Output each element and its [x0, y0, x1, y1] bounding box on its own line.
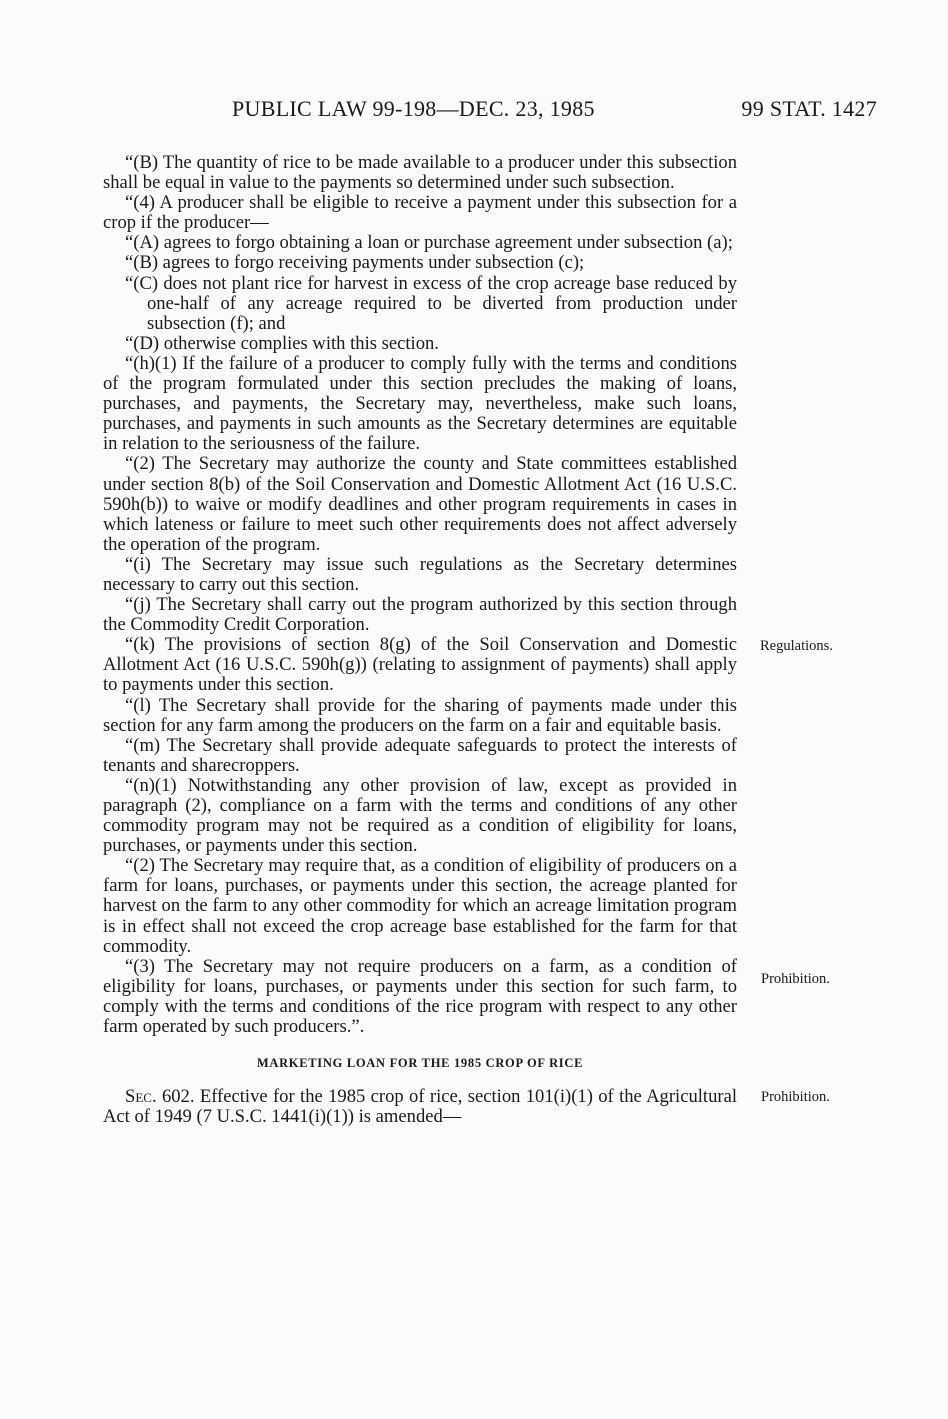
paragraph-h1: “(h)(1) If the failure of a producer to comply fully with the terms and conditions of the program formulated under this section precludes the making of loans, purchases, and payments, the Secretary may, nevertheless, make such loans, purchases, and payments in such amounts as the Secretary determines are equitable in relation to the seriousness of the failure.	[103, 352, 737, 455]
margin-note-prohibition-1: Prohibition.	[761, 971, 830, 987]
paragraph-4b: “(B) agrees to forgo receiving payments under subsection (c);	[125, 252, 585, 274]
paragraph-4d: “(D) otherwise complies with this section.	[125, 332, 439, 354]
paragraph-sec-602	[103, 1087, 737, 1127]
paragraph-n3: “(3) The Secretary may not require producers on a farm, as a condition of eligibility for loans, purchases, or payments under this section for such farm, to comply with the terms and conditions of the rice program with respect to any other farm operated by such producers.”.	[103, 955, 737, 1038]
section-heading: MARKETING LOAN FOR THE 1985 CROP OF RICE	[256, 1056, 584, 1071]
paragraph-i: “(i) The Secretary may issue such regulations as the Secretary determines necessary to carry out this section.	[103, 553, 737, 595]
paragraph-k: “(k) The provisions of section 8(g) of the Soil Conservation and Domestic Allotment Act (16 U.S.C. 590h(g)) (relating to assignment of payments) shall apply to payments under this section.	[103, 634, 737, 696]
margin-note-regulations: Regulations.	[760, 638, 833, 654]
margin-note-prohibition-2: Prohibition.	[761, 1089, 830, 1105]
paragraph-m: “(m) The Secretary shall provide adequate safeguards to protect the interests of tenants and sharecroppers.	[103, 734, 737, 776]
running-header	[232, 96, 877, 126]
paragraph-n1: “(n)(1) Notwithstanding any other provision of law, except as provided in paragraph (2), compliance on a farm with the terms and conditions of any other commodity program may not be required as a condition of eligibility for loans, purchases, or payments under this section.	[103, 774, 737, 857]
paragraph-h2: “(2) The Secretary may authorize the county and State committees established under section 8(b) of the Soil Conservation and Domestic Allotment Act (16 U.S.C. 590h(b)) to waive or modify deadlines and other program requirements in cases in which lateness or failure to meet such other requirements does not affect adversely the operation of the program.	[103, 453, 737, 555]
paragraph-4: “(4) A producer shall be eligible to receive a payment under this subsection for a crop if the producer—	[103, 192, 737, 234]
header-title: PUBLIC LAW 99-198—DEC. 23, 1985	[232, 96, 595, 121]
body-text	[103, 153, 737, 1127]
paragraph-l: “(l) The Secretary shall provide for the sharing of payments made under this section for any farm among the producers on the farm on a fair and equitable basis.	[103, 694, 737, 736]
sec-label: Sec	[125, 1086, 152, 1108]
sec-602-text: . 602. Effective for the 1985 crop of rice, section 101(i)(1) of the Agricultural Act of 1949 (7 U.S.C. 1441(i)(1)) is amended—	[103, 1086, 737, 1128]
paragraph-b: “(B) The quantity of rice to be made available to a producer under this subsection shall be equal in value to the payments so determined under such subsection.	[103, 152, 737, 194]
header-stat-page: 99 STAT. 1427	[741, 96, 877, 121]
paragraph-j: “(j) The Secretary shall carry out the program authorized by this section through the Commodity Credit Corporation.	[103, 594, 737, 636]
paragraph-4c: “(C) does not plant rice for harvest in excess of the crop acreage base reduced by one-half of any acreage required to be diverted from production under subsection (f); and	[125, 272, 737, 334]
paragraph-n2: “(2) The Secretary may require that, as a condition of eligibility of producers on a farm for loans, purchases, or payments under this section, the acreage planted for harvest on the farm to any other commodity for which an acreage limitation program is in effect shall not exceed the crop acreage base established for the farm for that commodity.	[103, 855, 737, 957]
paragraph-4a: “(A) agrees to forgo obtaining a loan or purchase agreement under subsection (a);	[125, 232, 733, 254]
